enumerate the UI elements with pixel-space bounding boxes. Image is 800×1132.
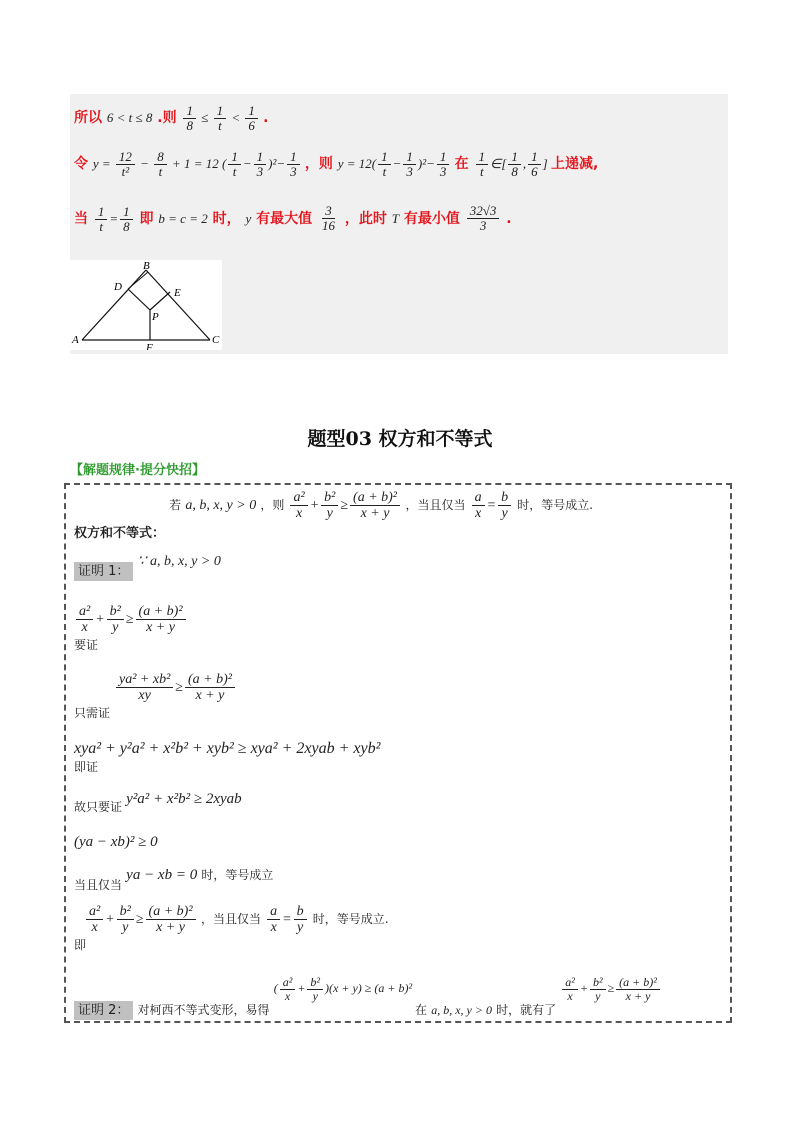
num-12: 12 bbox=[116, 150, 135, 165]
label-E: E bbox=[174, 287, 181, 299]
text-cishi: ，此时 bbox=[344, 210, 387, 227]
jizheng-row bbox=[74, 740, 380, 775]
equality-expr: ya − xb = 0 bbox=[126, 867, 198, 883]
interval-expr: $\frac{1}{t}$ ∈[ $\frac{1}{8}$ , $\frac{1}{6}$ ] bbox=[474, 156, 551, 171]
y-expr-2: y = 12( $\frac{1}{t}$ − $\frac{1}{3}$ )²− $\frac{1}{3}$ bbox=[338, 156, 455, 171]
min-den: 3 bbox=[479, 218, 487, 234]
section-title: 题型03 权方和不等式 bbox=[307, 428, 493, 450]
lt-sign: < bbox=[231, 109, 241, 125]
solution-line-2 bbox=[74, 150, 598, 180]
weighted-ineq: $\frac{\text{a²}}{x}$ + $\frac{\text{b²}}{y}$ ≥ $\frac{\text{(a + b)²}}{x + y}$ bbox=[288, 498, 405, 513]
square-expr: (ya − xb)² ≥ 0 bbox=[74, 834, 158, 850]
leq-sign: ≤ bbox=[201, 109, 209, 125]
den-t: t bbox=[158, 164, 163, 180]
zhixuzheng-expr: $\frac{\text{ya² + xb²}}{xy}$ ≥ $\frac{\text{(a + b)²}}{x + y}$ bbox=[114, 680, 237, 695]
square-row bbox=[74, 834, 158, 851]
proof2-condition: a, b, x, y > 0 bbox=[431, 1003, 492, 1018]
min-num: 32√3 bbox=[467, 204, 500, 219]
zhixuzheng-row bbox=[74, 672, 237, 721]
yaozheng-expr: $\frac{\text{a²}}{x}$ + $\frac{\text{b²}}{y}$ ≥ $\frac{\text{(a + b)²}}{x + y}$ bbox=[74, 612, 188, 627]
text-ji: 即 bbox=[139, 210, 154, 227]
label-D: D bbox=[114, 281, 122, 293]
solution-line-1 bbox=[74, 104, 268, 134]
text-ling: 令 bbox=[74, 155, 88, 172]
definition-row bbox=[74, 490, 594, 542]
definition-condition: a, b, x, y > 0 bbox=[185, 498, 257, 514]
T-var: T bbox=[391, 210, 399, 226]
text-ze-2: ，则 bbox=[304, 155, 333, 172]
triangle-figure bbox=[70, 260, 222, 350]
proof1-condition: ∵ a, b, x, y > 0 bbox=[137, 554, 221, 569]
tips-label: 【解题规律·提分快招】 bbox=[70, 463, 205, 478]
max-den: 16 bbox=[322, 218, 336, 234]
text-equality: 时，等号成立. bbox=[517, 498, 594, 513]
text-guzhiyaozheng: 故只要证 bbox=[74, 800, 123, 814]
min-value bbox=[467, 204, 500, 234]
text-zai-2: 在 bbox=[415, 1003, 428, 1018]
text-dot: . bbox=[506, 210, 512, 227]
equality-ratio: $\frac{a}{x}$ = $\frac{b}{y}$ bbox=[470, 498, 513, 513]
proof2-cauchy: ( $\frac{\text{a²}}{x}$ + $\frac{\text{b²}}{y}$ )(x + y) ≥ (a + b)² bbox=[273, 975, 413, 1004]
guzhi-expr: y²a² + x²b² ≥ 2xyab bbox=[126, 791, 242, 807]
text-dangqiejindang: 当且仅当 bbox=[74, 878, 123, 892]
proof2-text: 对柯西不等式变形，易得 bbox=[137, 1003, 270, 1018]
y-eq: y = bbox=[92, 155, 111, 171]
jizheng-expr: xya² + y²a² + x²b² + xyb² ≥ xya² + 2xyab + xyb² bbox=[74, 740, 381, 757]
label-A: A bbox=[72, 334, 79, 346]
yaozheng-row bbox=[74, 604, 188, 653]
text-when: ，当且仅当 bbox=[405, 498, 466, 513]
proof1-row bbox=[74, 554, 221, 580]
label-C: C bbox=[212, 334, 220, 346]
num-8: 8 bbox=[154, 150, 167, 165]
text-conclusion-tail: 时，等号成立. bbox=[312, 912, 389, 927]
text-shi: 时， bbox=[212, 210, 241, 227]
text-equality-tail: 时，等号成立 bbox=[201, 868, 274, 882]
minus-sign: − bbox=[140, 155, 149, 171]
den-t2: t² bbox=[121, 164, 130, 180]
equality-condition-row bbox=[74, 866, 274, 892]
max-value bbox=[319, 204, 338, 234]
proof2-expr: (x + y) ≥ (a + b)² bbox=[329, 981, 413, 996]
range-expr: 6 < t ≤ 8 bbox=[106, 109, 153, 125]
frac-ineq: $\frac{1}{8}$ ≤ $\frac{1}{t}$ < $\frac{1}{6}$ bbox=[181, 110, 263, 125]
conclusion-ratio: $\frac{a}{x}$ = $\frac{b}{y}$ bbox=[265, 912, 308, 927]
text-if: 若 bbox=[169, 498, 182, 513]
text-jiuyoule: 时，就有了 bbox=[496, 1003, 557, 1018]
solution-box bbox=[70, 94, 728, 354]
text-ji-conclusion: 即 bbox=[74, 937, 87, 952]
text-yaozheng: 要证 bbox=[74, 637, 99, 652]
y-expr: y = $\frac{12}{\text{t²}}$ − $\frac{8}{t}$ + 1 = 12 ( $\frac{1}{t}$ − $\frac{1}{3}$ )²− $\frac{1}{3}$ bbox=[93, 156, 305, 171]
solution-line-3 bbox=[74, 204, 512, 235]
text-zai: 在 bbox=[454, 155, 469, 172]
text-dang: 当 bbox=[74, 210, 88, 227]
text-zhixuzheng: 只需证 bbox=[74, 705, 111, 720]
text-then: ，则 bbox=[260, 498, 285, 513]
proof2-result: $\frac{\text{a²}}{x}$ + $\frac{\text{b²}}{y}$ ≥ $\frac{\text{(a + b)²}}{x + y}$ bbox=[560, 981, 662, 995]
label-F: F bbox=[146, 342, 153, 350]
conclusion-expr: $\frac{\text{a²}}{x}$ + $\frac{\text{b²}}{y}$ ≥ $\frac{\text{(a + b)²}}{x + y}$ bbox=[84, 912, 201, 927]
proof2-row bbox=[74, 975, 662, 1019]
plus-one: + 1 = 12 bbox=[171, 155, 219, 171]
text-ze: .则 bbox=[157, 109, 177, 126]
label-P: P bbox=[152, 311, 159, 323]
t-eq: $\frac{1}{t}$ = $\frac{1}{8}$ bbox=[93, 211, 135, 226]
y-var: y bbox=[245, 210, 252, 226]
text-jizheng: 即证 bbox=[74, 760, 99, 774]
label-B: B bbox=[143, 260, 150, 272]
text-decreasing: 上递减, bbox=[550, 155, 599, 172]
guzhi-row bbox=[74, 790, 242, 814]
text-suoyi: 所以 bbox=[74, 109, 102, 126]
proof2-label: 证明 2： bbox=[74, 1001, 133, 1020]
proof1-label: 证明 1： bbox=[74, 562, 133, 581]
max-num: 3 bbox=[322, 204, 335, 219]
text-max: 有最大值 bbox=[256, 210, 313, 227]
text-min: 有最小值 bbox=[403, 210, 460, 227]
definition-label: 权方和不等式： bbox=[74, 526, 166, 542]
conclusion-row bbox=[74, 904, 389, 953]
text-end: . bbox=[263, 109, 269, 126]
text-conclusion-when: ，当且仅当 bbox=[201, 912, 262, 927]
bc-expr: b = c = 2 bbox=[158, 210, 208, 226]
